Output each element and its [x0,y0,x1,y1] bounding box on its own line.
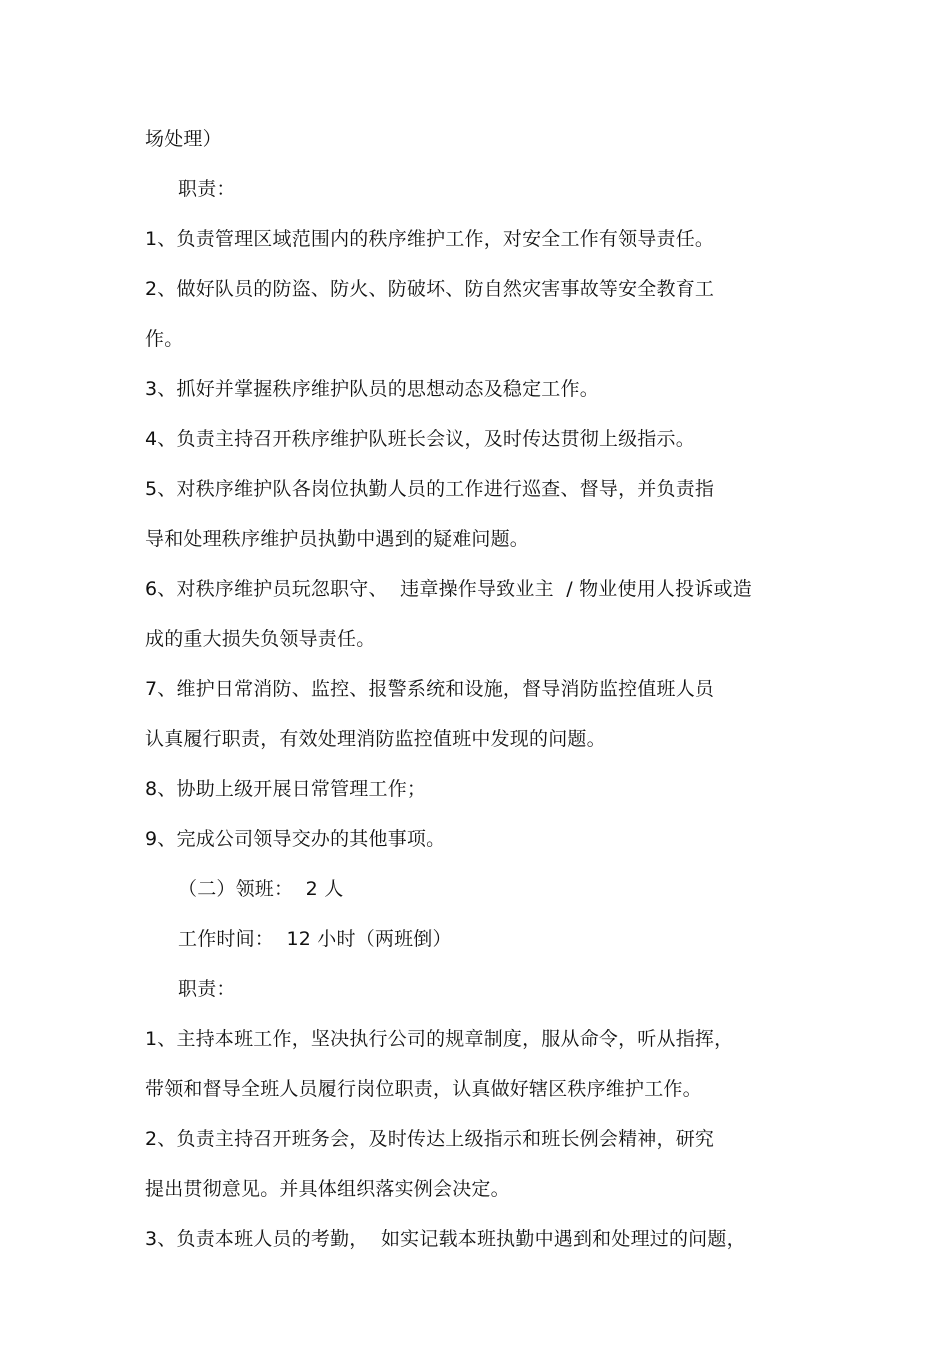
section-heading: 职责： [178,178,236,200]
text-line: 场处理） [145,128,222,150]
list-item: 4、负责主持召开秩序维护队班长会议，及时传达贯彻上级指示。 [145,428,695,450]
section-heading: （二）领班： 2 人 [178,878,344,900]
text-line: 认真履行职责，有效处理消防监控值班中发现的问题。 [145,728,606,750]
list-item: 7、维护日常消防、监控、报警系统和设施，督导消防监控值班人员 [145,678,715,700]
list-item: 5、对秩序维护队各岗位执勤人员的工作进行巡查、督导，并负责指 [145,478,715,500]
text-line: 作。 [145,328,184,350]
list-item: 6、对秩序维护员玩忽职守、 违章操作导致业主 / 物业使用人投诉或造 [145,578,752,600]
text-line: 带领和督导全班人员履行岗位职责，认真做好辖区秩序维护工作。 [145,1078,702,1100]
text-line: 导和处理秩序维护员执勤中遇到的疑难问题。 [145,528,530,550]
list-item: 8、协助上级开展日常管理工作； [145,778,427,800]
list-item: 1、主持本班工作，坚决执行公司的规章制度，服从命令，听从指挥， [145,1028,734,1050]
list-item: 1、负责管理区域范围内的秩序维护工作，对安全工作有领导责任。 [145,228,715,250]
work-time: 工作时间： 12 小时（两班倒） [178,928,452,950]
text-line: 成的重大损失负领导责任。 [145,628,376,650]
section-heading: 职责： [178,978,236,1000]
text-line: 提出贯彻意见。并具体组织落实例会决定。 [145,1178,510,1200]
list-item: 9、完成公司领导交办的其他事项。 [145,828,446,850]
list-item: 2、负责主持召开班务会，及时传达上级指示和班长例会精神，研究 [145,1128,715,1150]
list-item: 3、负责本班人员的考勤， 如实记载本班执勤中遇到和处理过的问题， [145,1228,746,1250]
list-item: 2、做好队员的防盗、防火、防破坏、防自然灾害事故等安全教育工 [145,278,715,300]
list-item: 3、抓好并掌握秩序维护队员的思想动态及稳定工作。 [145,378,599,400]
